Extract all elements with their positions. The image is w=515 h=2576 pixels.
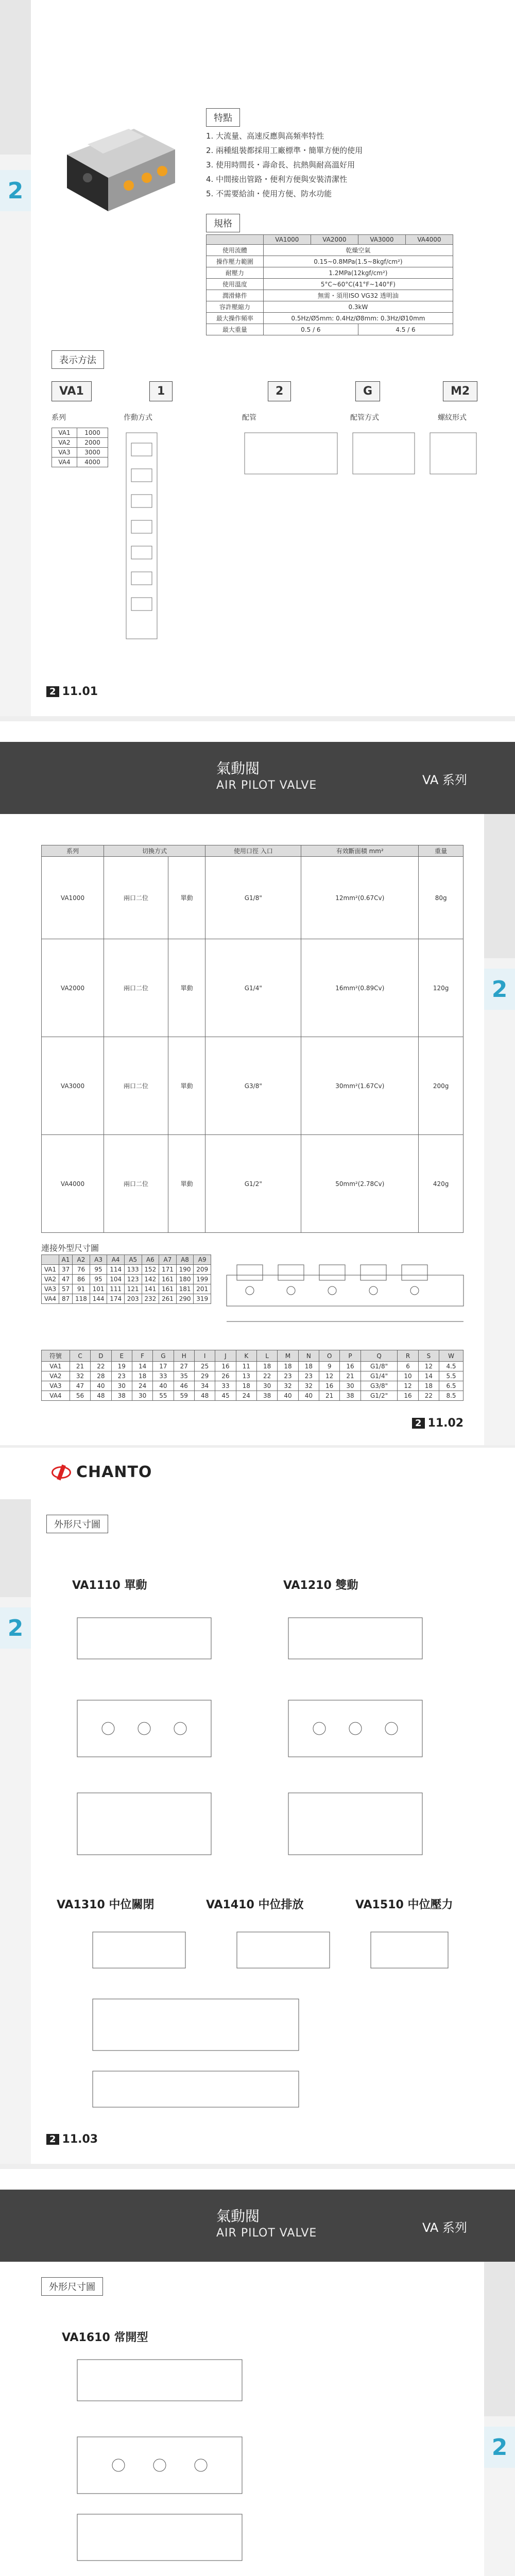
table-cell: 12 [319, 1371, 340, 1381]
table-cell: 兩口二位 [104, 1037, 168, 1135]
table-cell: 22 [418, 1391, 439, 1401]
order-label: 作動方式 [124, 414, 152, 422]
table-cell: 22 [91, 1362, 111, 1371]
table-cell: 104 [107, 1275, 125, 1284]
tab-number-badge: 2 [46, 686, 59, 697]
table-cell: 40 [298, 1391, 319, 1401]
page-separator [0, 716, 515, 721]
table-cell: 32 [70, 1371, 90, 1381]
table-cell: 161 [159, 1284, 177, 1294]
table-cell: 17 [153, 1362, 174, 1371]
spec-value: 0.15~0.8MPa(1.5~8kgf/cm²) [263, 256, 453, 267]
table-cell: 30 [256, 1381, 277, 1391]
banner-series: VA 系列 [422, 2221, 467, 2235]
page-number-text: 11.02 [427, 1417, 464, 1430]
manifold-drawing [221, 1255, 469, 1347]
section-heading: 外形尺寸圖 [46, 1515, 108, 1533]
table-cell: 171 [159, 1265, 177, 1275]
tab-number-badge: 2 [412, 1418, 425, 1429]
table-cell: 16 [215, 1362, 236, 1371]
table-cell: 123 [124, 1275, 142, 1284]
spec-label: 最大操作頻率 [207, 313, 264, 324]
col-header: G [153, 1350, 174, 1362]
table-cell: VA3 [42, 1284, 59, 1294]
table-cell: 114 [107, 1265, 125, 1275]
table-cell: G1/2" [205, 1135, 301, 1233]
spec-col: VA1000 [263, 235, 311, 245]
col-header: P [340, 1350, 360, 1362]
col-header: Q [360, 1350, 398, 1362]
table-cell: 120g [419, 939, 464, 1037]
table-cell: 35 [174, 1371, 194, 1381]
spec-value: 1.2MPa(12kgf/cm²) [263, 267, 453, 279]
series-table [52, 428, 108, 467]
table-cell: 32 [278, 1381, 298, 1391]
table-cell: G1/8" [360, 1362, 398, 1371]
table-cell: 19 [111, 1362, 132, 1371]
order-code: VA1 [52, 381, 92, 401]
col-header: H [174, 1350, 194, 1362]
table-cell: G3/8" [205, 1037, 301, 1135]
table-cell: 40 [278, 1391, 298, 1401]
col-header: A4 [107, 1255, 125, 1265]
table-cell: 12mm²(0.67Cv) [301, 857, 419, 939]
table-cell: 76 [73, 1265, 90, 1275]
side-tab-band [484, 814, 515, 958]
table-cell: VA3000 [42, 1037, 104, 1135]
side-tab-band [0, 1499, 31, 1597]
col-header: 使用口徑 入口 [205, 845, 301, 857]
table-cell: 91 [73, 1284, 90, 1294]
series-size: 1000 [77, 428, 108, 438]
table-cell: 28 [91, 1371, 111, 1381]
col-header: 重量 [419, 845, 464, 857]
table-cell: 200g [419, 1037, 464, 1135]
spec-value: 5°C~60°C(41°F~140°F) [263, 279, 453, 290]
order-code: G [355, 381, 380, 401]
table-cell: 144 [90, 1294, 107, 1304]
table-cell: G3/8" [360, 1381, 398, 1391]
table-cell: 133 [124, 1265, 142, 1275]
table-cell: 121 [124, 1284, 142, 1294]
table-cell: 6 [398, 1362, 418, 1371]
feature-item: 2. 兩種組裝都採用工廠標準・簡單方便的使用 [206, 146, 363, 155]
banner-title-en: AIR PILOT VALVE [216, 779, 317, 792]
table-cell: 48 [91, 1391, 111, 1401]
spec-value: 無需・須用ISO VG32 透明油 [263, 290, 453, 301]
col-header: A6 [142, 1255, 159, 1265]
col-header: J [215, 1350, 236, 1362]
table-cell: 152 [142, 1265, 159, 1275]
drawing-caption: VA1110 單動 [72, 1579, 147, 1592]
col-header [42, 1255, 59, 1265]
col-header: L [256, 1350, 277, 1362]
dimension-heading: 連接外型尺寸圖 [41, 1243, 99, 1253]
brand-logo-mark [52, 1466, 71, 1479]
table-cell: 174 [107, 1294, 125, 1304]
page-number [412, 1417, 464, 1430]
table-cell: 單動 [168, 1037, 205, 1135]
feature-item: 1. 大流量、高速反應與高頻率特性 [206, 131, 324, 141]
table-cell: VA1 [42, 1265, 59, 1275]
table-cell: 16 [398, 1391, 418, 1401]
table-cell: 16 [319, 1381, 340, 1391]
page-separator [0, 2164, 515, 2169]
page-banner [0, 2190, 515, 2262]
features-heading: 特點 [206, 108, 240, 127]
table-cell: 單動 [168, 939, 205, 1037]
side-tab-bar [0, 1499, 31, 2164]
chapter-tab[interactable]: 2 [0, 170, 31, 211]
table-cell: VA4 [42, 1294, 59, 1304]
table-cell: 190 [176, 1265, 194, 1275]
col-header: A2 [73, 1255, 90, 1265]
col-header: 符號 [42, 1350, 70, 1362]
table-cell: 34 [194, 1381, 215, 1391]
spec-label: 耐壓力 [207, 267, 264, 279]
valve-product-image [57, 108, 180, 227]
dimension-table [41, 1255, 211, 1304]
spec-col [207, 235, 264, 245]
table-cell: 18 [298, 1362, 319, 1371]
series-size: 2000 [77, 438, 108, 448]
spec-label: 潤滑條件 [207, 290, 264, 301]
table-cell: 46 [174, 1381, 194, 1391]
side-tab-band [484, 2262, 515, 2416]
spec-col: VA2000 [311, 235, 358, 245]
table-cell: 14 [132, 1362, 152, 1371]
col-header: W [439, 1350, 464, 1362]
table-cell: 55 [153, 1391, 174, 1401]
table-cell: 11 [236, 1362, 256, 1371]
series-code: VA3 [52, 448, 77, 457]
table-cell: 95 [90, 1275, 107, 1284]
banner-title-cn: 氣動閥 [216, 2208, 260, 2225]
table-cell: 21 [340, 1371, 360, 1381]
table-cell: 22 [256, 1371, 277, 1381]
series-code: VA4 [52, 457, 77, 467]
spec-value: 4.5 / 6 [358, 324, 453, 335]
table-cell: 13 [236, 1371, 256, 1381]
table-cell: 48 [194, 1391, 215, 1401]
chapter-tab[interactable]: 2 [484, 2427, 515, 2468]
table-cell: 10 [398, 1371, 418, 1381]
col-header: A1 [59, 1255, 73, 1265]
table-cell: 26 [215, 1371, 236, 1381]
catalog-page-4 [0, 2169, 515, 2576]
col-header: C [70, 1350, 90, 1362]
table-cell: 5.5 [439, 1371, 464, 1381]
table-cell: 261 [159, 1294, 177, 1304]
table-cell: 30 [111, 1381, 132, 1391]
feature-item: 4. 中間接出管路・便利方便與安裝清潔性 [206, 175, 348, 184]
chapter-tab[interactable]: 2 [0, 1607, 31, 1649]
feature-item: 5. 不需要給油・使用方便、防水功能 [206, 189, 332, 198]
table-cell: 40 [91, 1381, 111, 1391]
table-cell: 38 [340, 1391, 360, 1401]
table-cell: 12 [398, 1381, 418, 1391]
table-cell: VA4 [42, 1391, 70, 1401]
order-heading: 表示方法 [52, 350, 104, 369]
table-cell: 單動 [168, 857, 205, 939]
order-label: 系列 [52, 414, 66, 422]
banner-series: VA 系列 [422, 773, 467, 787]
catalog-page-1 [0, 0, 515, 716]
col-header: I [194, 1350, 215, 1362]
drawing-caption: VA1310 中位關閉 [57, 1899, 154, 1911]
table-cell: G1/4" [360, 1371, 398, 1381]
series-code: VA2 [52, 438, 77, 448]
features-list [206, 129, 363, 201]
col-header: 有效斷面積 mm² [301, 845, 419, 857]
table-cell: 29 [194, 1371, 215, 1381]
dimension-drawing [52, 1917, 464, 2112]
table-cell: VA1 [42, 1362, 70, 1371]
spec-label: 使用溫度 [207, 279, 264, 290]
table-cell: 16mm²(0.89Cv) [301, 939, 419, 1037]
spec-value: 0.5 / 6 [263, 324, 358, 335]
page-banner [0, 742, 515, 814]
drawing-caption: VA1210 雙動 [283, 1579, 358, 1592]
table-cell: 30 [340, 1381, 360, 1391]
table-cell: 161 [159, 1275, 177, 1284]
spec-value: 0.5Hz/Ø5mm: 0.4Hz/Ø8mm: 0.3Hz/Ø10mm [263, 313, 453, 324]
table-cell: 209 [194, 1265, 211, 1275]
table-cell: 56 [70, 1391, 90, 1401]
table-cell: 21 [70, 1362, 90, 1371]
table-cell: 45 [215, 1391, 236, 1401]
table-cell: 12 [418, 1362, 439, 1371]
table-cell: 111 [107, 1284, 125, 1294]
col-header: S [418, 1350, 439, 1362]
table-cell: 50mm²(2.78Cv) [301, 1135, 419, 1233]
col-header: O [319, 1350, 340, 1362]
table-cell: 87 [59, 1294, 73, 1304]
series-size: 3000 [77, 448, 108, 457]
table-cell: 40 [153, 1381, 174, 1391]
table-cell: 181 [176, 1284, 194, 1294]
drawing-caption: VA1610 常開型 [62, 2331, 148, 2344]
table-cell: 80g [419, 857, 464, 939]
table-cell: 23 [298, 1371, 319, 1381]
table-cell: 38 [256, 1391, 277, 1401]
table-cell: 6.5 [439, 1381, 464, 1391]
table-cell: 24 [132, 1381, 152, 1391]
table-cell: 319 [194, 1294, 211, 1304]
col-header: 系列 [42, 845, 104, 857]
col-header: R [398, 1350, 418, 1362]
spec-heading: 規格 [206, 214, 240, 232]
table-cell: 32 [298, 1381, 319, 1391]
table-cell: 18 [418, 1381, 439, 1391]
table-cell: 18 [256, 1362, 277, 1371]
col-header: D [91, 1350, 111, 1362]
col-header: F [132, 1350, 152, 1362]
col-header: A3 [90, 1255, 107, 1265]
order-label: 配管方式 [350, 414, 379, 422]
table-cell: 14 [418, 1371, 439, 1381]
table-cell: 18 [278, 1362, 298, 1371]
table-cell: 232 [142, 1294, 159, 1304]
table-cell: 單動 [168, 1135, 205, 1233]
col-header: N [298, 1350, 319, 1362]
table-cell: 16 [340, 1362, 360, 1371]
table-cell: 201 [194, 1284, 211, 1294]
dimension-drawing [268, 1597, 453, 1875]
side-tab-bar [0, 0, 31, 716]
table-cell: 37 [59, 1265, 73, 1275]
order-code: 2 [268, 381, 291, 401]
table-cell: 兩口二位 [104, 857, 168, 939]
dimension-table-2 [41, 1350, 464, 1401]
table-cell: 25 [194, 1362, 215, 1371]
table-cell: 47 [59, 1275, 73, 1284]
table-cell: 18 [236, 1381, 256, 1391]
col-header: 切換方式 [104, 845, 205, 857]
col-header: M [278, 1350, 298, 1362]
spec-table [206, 234, 453, 335]
table-cell: 33 [215, 1381, 236, 1391]
tab-number-badge: 2 [46, 2134, 59, 2145]
table-cell: VA2 [42, 1275, 59, 1284]
table-cell: 兩口二位 [104, 1135, 168, 1233]
table-cell: 180 [176, 1275, 194, 1284]
table-cell: 101 [90, 1284, 107, 1294]
page-number [46, 2133, 98, 2146]
spec-value: 乾燥空氣 [263, 245, 453, 256]
table-cell: 18 [132, 1371, 152, 1381]
table-cell: 47 [70, 1381, 90, 1391]
banner-title-en: AIR PILOT VALVE [216, 2227, 317, 2240]
spec-label: 最大重量 [207, 324, 264, 335]
banner-title-cn: 氣動閥 [216, 760, 260, 777]
side-tab-bar [484, 814, 515, 1445]
spec-label: 容許壓縮力 [207, 301, 264, 313]
table-cell: 24 [236, 1391, 256, 1401]
table-cell: 59 [174, 1391, 194, 1401]
col-header: A7 [159, 1255, 177, 1265]
table-cell: 21 [319, 1391, 340, 1401]
col-header: A8 [176, 1255, 194, 1265]
page-number-text: 11.03 [62, 2133, 98, 2146]
table-cell: G1/4" [205, 939, 301, 1037]
table-cell: 23 [278, 1371, 298, 1381]
order-label: 螺紋形式 [438, 414, 467, 422]
brand-logo [52, 1463, 152, 1481]
order-symbol-diagram [121, 428, 482, 644]
feature-item: 3. 使用時間長・壽命長、抗熱與耐高溫好用 [206, 160, 355, 170]
spec-col: VA3000 [358, 235, 405, 245]
table-cell: VA4000 [42, 1135, 104, 1233]
table-cell: 95 [90, 1265, 107, 1275]
table-cell: G1/8" [205, 857, 301, 939]
section-heading: 外形尺寸圖 [41, 2277, 103, 2296]
page-number [46, 685, 98, 698]
spec-label: 使用流體 [207, 245, 264, 256]
table-cell: 38 [111, 1391, 132, 1401]
dimension-drawing [57, 1597, 242, 1875]
order-code: 1 [149, 381, 173, 401]
page-number-text: 11.01 [62, 685, 98, 698]
order-label: 配管 [242, 414, 256, 422]
catalog-page-3 [0, 1448, 515, 2164]
table-cell: 兩口二位 [104, 939, 168, 1037]
order-code: M2 [443, 381, 477, 401]
spec-col: VA4000 [405, 235, 453, 245]
col-header: A5 [124, 1255, 142, 1265]
col-header: E [111, 1350, 132, 1362]
table-cell: G1/2" [360, 1391, 398, 1401]
spec-label: 操作壓力範圍 [207, 256, 264, 267]
drawing-caption: VA1510 中位壓力 [355, 1899, 453, 1911]
table-cell: 290 [176, 1294, 194, 1304]
table-cell: VA2 [42, 1371, 70, 1381]
series-size: 4000 [77, 457, 108, 467]
table-cell: 23 [111, 1371, 132, 1381]
col-header: K [236, 1350, 256, 1362]
table-cell: 33 [153, 1371, 174, 1381]
table-cell: VA1000 [42, 857, 104, 939]
table-cell: 27 [174, 1362, 194, 1371]
model-table [41, 845, 464, 1233]
table-cell: 8.5 [439, 1391, 464, 1401]
table-cell: 199 [194, 1275, 211, 1284]
drawing-caption: VA1410 中位排放 [206, 1899, 304, 1911]
table-cell: 4.5 [439, 1362, 464, 1371]
table-cell: 30 [132, 1391, 152, 1401]
chapter-tab[interactable]: 2 [484, 969, 515, 1010]
table-cell: 86 [73, 1275, 90, 1284]
series-code: VA1 [52, 428, 77, 438]
table-cell: 142 [142, 1275, 159, 1284]
dimension-drawing [57, 2349, 283, 2566]
table-cell: 420g [419, 1135, 464, 1233]
side-tab-band [0, 0, 31, 155]
table-cell: 30mm²(1.67Cv) [301, 1037, 419, 1135]
table-cell: VA3 [42, 1381, 70, 1391]
table-cell: 203 [124, 1294, 142, 1304]
spec-value: 0.3kW [263, 301, 453, 313]
brand-name: CHANTO [76, 1463, 152, 1481]
table-cell: 118 [73, 1294, 90, 1304]
table-cell: 141 [142, 1284, 159, 1294]
table-cell: VA2000 [42, 939, 104, 1037]
table-cell: 57 [59, 1284, 73, 1294]
catalog-page-2 [0, 721, 515, 1445]
col-header: A9 [194, 1255, 211, 1265]
side-tab-bar [484, 2262, 515, 2576]
table-cell: 9 [319, 1362, 340, 1371]
